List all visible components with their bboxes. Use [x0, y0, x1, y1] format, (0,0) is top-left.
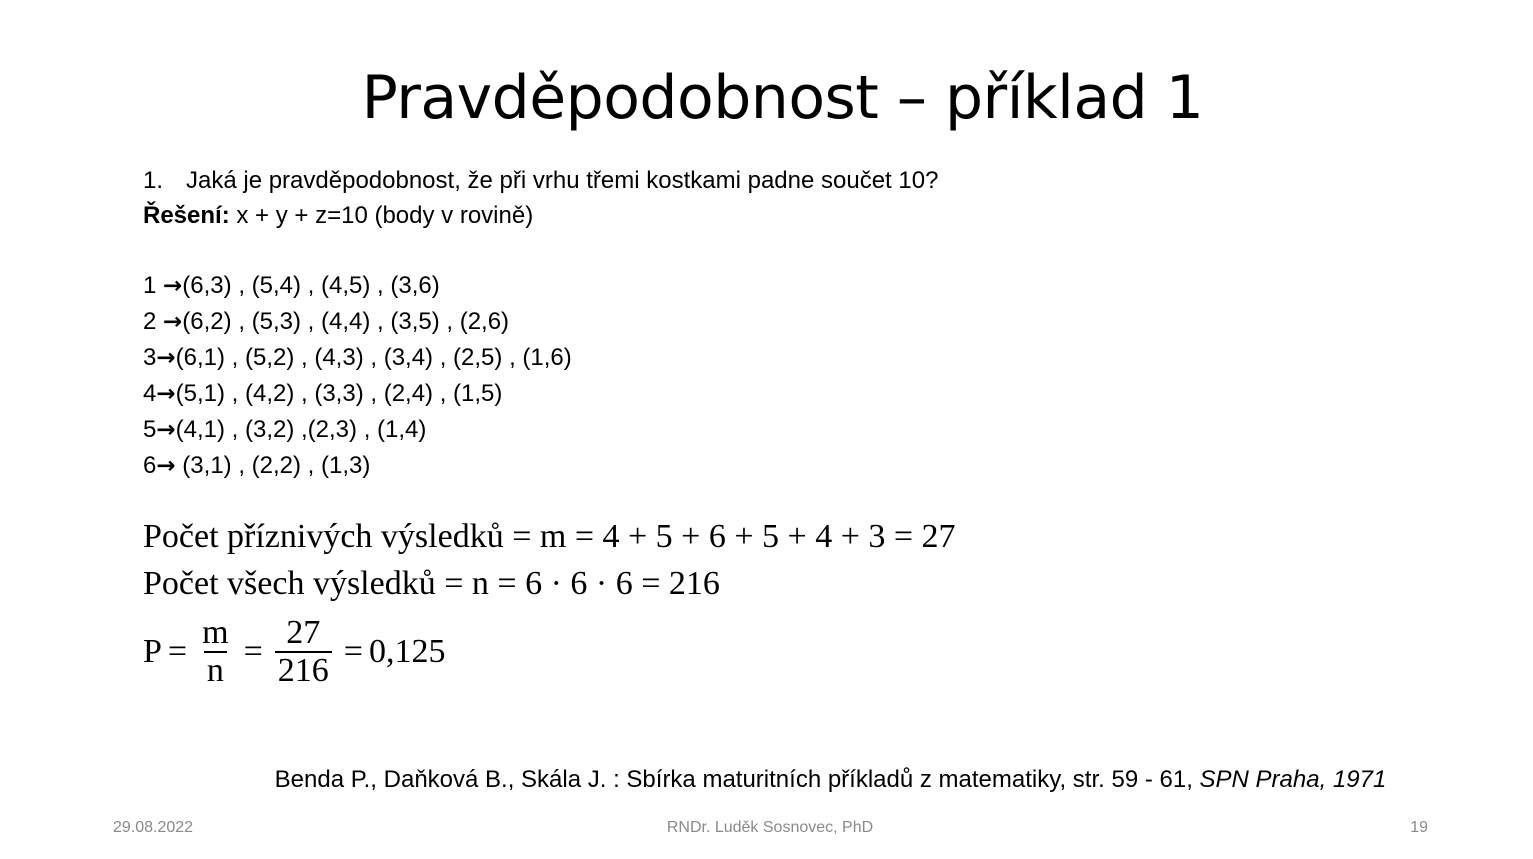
slide-title: Pravděpodobnost – příklad 1 [361, 63, 1204, 133]
arrow-right-icon: → [163, 273, 183, 299]
fraction-denominator: 216 [275, 651, 332, 689]
fraction-numerator: 27 [286, 614, 321, 651]
formula-result: 0,125 [368, 633, 446, 670]
fraction-denominator: n [204, 651, 227, 689]
case-row: 6→ (3,1) , (2,2) , (1,3) [143, 452, 371, 479]
case-row: 1 →(6,3) , (5,4) , (4,5) , (3,6) [143, 272, 440, 299]
formula-lhs: P [143, 633, 162, 670]
formula-total: Počet všech výsledků = n = 6 · 6 · 6 = 216 [143, 565, 720, 602]
source-citation [0, 764, 1533, 796]
source-publisher: SPN Praha, 1971 [1199, 766, 1387, 793]
case-row: 3→(6,1) , (5,2) , (4,3) , (3,4) , (2,5) , (1,6) [143, 344, 572, 371]
solution-text: x + y + z=10 (body v rovině) [229, 202, 534, 229]
case-list [143, 268, 1243, 484]
slide-content [143, 163, 1243, 484]
arrow-right-icon: → [163, 309, 183, 335]
solution-line [143, 198, 1243, 233]
fraction-m-n [199, 615, 231, 689]
equals-sign: = [243, 633, 263, 670]
footer-author: RNDr. Luděk Sosnovec, PhD [666, 819, 874, 836]
source-main: Benda P., Daňková B., Skála J. : Sbírka maturitních příkladů z matematiky, str. 59 - 61, [274, 766, 1200, 793]
case-row: 4→(5,1) , (4,2) , (3,3) , (2,4) , (1,5) [143, 380, 503, 407]
arrow-right-icon: → [156, 345, 176, 371]
footer-page-number: 19 [1410, 819, 1428, 836]
solution-label: Řešení: [143, 202, 230, 229]
case-row: 5→(4,1) , (3,2) ,(2,3) , (1,4) [143, 416, 427, 443]
question-text: Jaká je pravděpodobnost, že při vrhu třemi kostkami padne součet 10? [186, 167, 939, 194]
arrow-right-icon: → [156, 453, 176, 479]
case-row: 2 →(6,2) , (5,3) , (4,4) , (3,5) , (2,6) [143, 308, 510, 335]
arrow-right-icon: → [156, 417, 176, 443]
footer-date: 29.08.2022 [113, 819, 194, 836]
question-line [143, 163, 1243, 198]
formula-favorable: Počet příznivých výsledků = m = 4 + 5 + 6 + 5 + 4 + 3 = 27 [143, 518, 956, 555]
fraction-numerator: m [202, 614, 229, 651]
equals-sign: = [167, 633, 188, 670]
question-number: 1. [143, 167, 164, 194]
arrow-right-icon: → [156, 381, 176, 407]
formula-probability [143, 612, 445, 692]
equals-sign: = [343, 633, 363, 670]
spacer [143, 233, 1243, 268]
fraction-27-216 [275, 615, 332, 689]
